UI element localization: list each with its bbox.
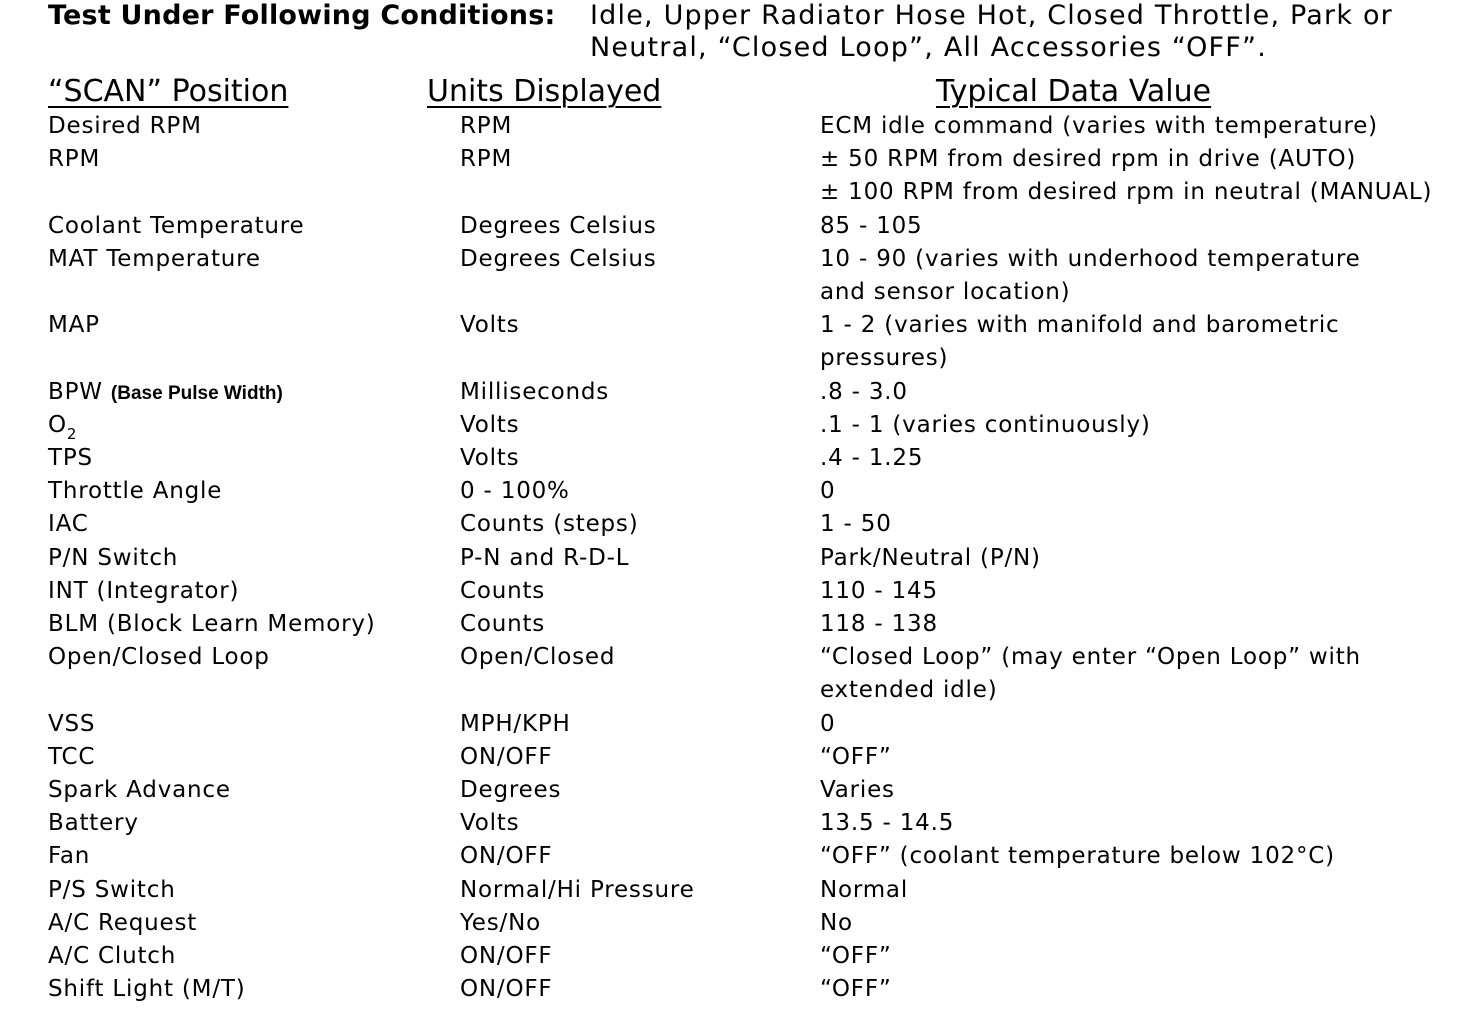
- units-cell: Volts: [460, 312, 520, 338]
- units-cell: Degrees Celsius: [460, 213, 657, 239]
- typical-value-cell: 1 - 50: [820, 511, 892, 537]
- scan-position-note: (Base Pulse Width): [110, 383, 283, 404]
- scan-position-subscript: 2: [66, 425, 78, 443]
- table-row: [0, 146, 1472, 179]
- scan-position-cell: [48, 412, 78, 443]
- scan-position-text: Coolant Temperature: [48, 213, 305, 239]
- scan-position-text: Shift Light (M/T): [48, 976, 246, 1002]
- typical-value-cell: 118 - 138: [820, 611, 938, 637]
- table-row: [0, 279, 1472, 312]
- table-row: [0, 179, 1472, 212]
- typical-value-cell: “Closed Loop” (may enter “Open Loop” with: [820, 644, 1361, 670]
- table-row: [0, 578, 1472, 611]
- typical-value-cell: 13.5 - 14.5: [820, 810, 955, 836]
- scan-position-cell: [48, 711, 95, 737]
- scan-position-text: Desired RPM: [48, 113, 202, 139]
- table-row: [0, 976, 1472, 1009]
- units-cell: ON/OFF: [460, 843, 553, 869]
- units-cell: Yes/No: [460, 910, 541, 936]
- scan-position-cell: [48, 976, 246, 1002]
- typical-value-cell: 10 - 90 (varies with underhood temperature: [820, 246, 1361, 272]
- table-row: [0, 677, 1472, 710]
- scan-position-text: Open/Closed Loop: [48, 644, 270, 670]
- typical-value-cell: Normal: [820, 877, 909, 903]
- units-cell: Volts: [460, 412, 520, 438]
- header-scan-position: “SCAN” Position: [48, 74, 289, 109]
- typical-value-cell: pressures): [820, 345, 949, 371]
- units-cell: Counts: [460, 611, 546, 637]
- units-cell: ON/OFF: [460, 744, 553, 770]
- units-cell: Milliseconds: [460, 379, 610, 405]
- header-units-displayed: Units Displayed: [427, 74, 662, 109]
- typical-value-cell: 0: [820, 478, 836, 504]
- scan-position-text: BLM (Block Learn Memory): [48, 611, 376, 637]
- table-row: [0, 312, 1472, 345]
- table-row: [0, 744, 1472, 777]
- units-cell: Counts (steps): [460, 511, 639, 537]
- scan-position-text: Battery: [48, 810, 139, 836]
- typical-value-cell: .4 - 1.25: [820, 445, 924, 471]
- table-row: [0, 213, 1472, 246]
- scan-position-cell: [48, 146, 100, 172]
- scan-position-text: TCC: [48, 744, 96, 770]
- units-cell: 0 - 100%: [460, 478, 570, 504]
- table-row: [0, 910, 1472, 943]
- scan-position-text: RPM: [48, 146, 101, 172]
- conditions-label: Test Under Following Conditions:: [48, 0, 556, 31]
- header-typical-data-value: Typical Data Value: [936, 74, 1212, 109]
- table-row: [0, 379, 1472, 412]
- scan-position-cell: [48, 312, 100, 338]
- units-cell: RPM: [460, 146, 513, 172]
- scan-position-cell: [48, 545, 178, 571]
- scan-position-cell: [48, 246, 261, 272]
- units-cell: Volts: [460, 445, 520, 471]
- scan-position-cell: [48, 213, 305, 239]
- conditions-line-2: Neutral, “Closed Loop”, All Accessories “OFF”.: [590, 32, 1267, 63]
- typical-value-cell: ± 100 RPM from desired rpm in neutral (MANUAL): [820, 179, 1433, 205]
- units-cell: RPM: [460, 113, 513, 139]
- scan-position-cell: [48, 611, 376, 637]
- units-cell: Counts: [460, 578, 546, 604]
- units-cell: P-N and R-D-L: [460, 545, 630, 571]
- table-row: [0, 644, 1472, 677]
- typical-value-cell: and sensor location): [820, 279, 1071, 305]
- scan-position-text: Fan: [48, 843, 91, 869]
- typical-value-cell: “OFF” (coolant temperature below 102°C): [820, 843, 1335, 869]
- typical-value-cell: No: [820, 910, 853, 936]
- scan-position-cell: [48, 744, 95, 770]
- table-row: [0, 113, 1472, 146]
- scan-position-cell: [48, 379, 283, 405]
- typical-value-cell: .8 - 3.0: [820, 379, 908, 405]
- table-row: [0, 246, 1472, 279]
- typical-value-cell: 85 - 105: [820, 213, 923, 239]
- table-row: [0, 445, 1472, 478]
- units-cell: ON/OFF: [460, 976, 553, 1002]
- typical-value-cell: ECM idle command (varies with temperature): [820, 113, 1378, 139]
- scan-position-text: INT (Integrator): [48, 578, 240, 604]
- scan-position-text: P/S Switch: [48, 877, 176, 903]
- typical-value-cell: Varies: [820, 777, 895, 803]
- scan-position-cell: [48, 910, 197, 936]
- typical-value-cell: “OFF”: [820, 943, 892, 969]
- scan-position-text: O: [48, 412, 67, 438]
- table-row: [0, 611, 1472, 644]
- scan-position-text: A/C Clutch: [48, 943, 177, 969]
- typical-value-cell: “OFF”: [820, 976, 892, 1002]
- units-cell: Degrees Celsius: [460, 246, 657, 272]
- typical-value-cell: “OFF”: [820, 744, 892, 770]
- scan-position-cell: [48, 843, 90, 869]
- units-cell: Normal/Hi Pressure: [460, 877, 695, 903]
- scan-position-cell: [48, 644, 270, 670]
- table-row: [0, 711, 1472, 744]
- typical-value-cell: ± 50 RPM from desired rpm in drive (AUTO): [820, 146, 1357, 172]
- scan-position-cell: [48, 810, 139, 836]
- scan-position-cell: [48, 113, 202, 139]
- scan-position-text: A/C Request: [48, 910, 198, 936]
- conditions-line-1: Idle, Upper Radiator Hose Hot, Closed Throttle, Park or: [590, 0, 1393, 31]
- scan-position-cell: [48, 777, 231, 803]
- table-row: [0, 511, 1472, 544]
- scan-position-text: BPW: [48, 379, 103, 405]
- scan-position-text: MAP: [48, 312, 100, 338]
- scan-position-cell: [48, 445, 93, 471]
- table-row: [0, 478, 1472, 511]
- typical-value-cell: 110 - 145: [820, 578, 938, 604]
- units-cell: Open/Closed: [460, 644, 616, 670]
- table-row: [0, 545, 1472, 578]
- table-row: [0, 877, 1472, 910]
- table-row: [0, 345, 1472, 378]
- scan-position-text: VSS: [48, 711, 96, 737]
- typical-value-cell: Park/Neutral (P/N): [820, 545, 1041, 571]
- scan-position-text: Spark Advance: [48, 777, 231, 803]
- scan-position-cell: [48, 578, 239, 604]
- table-row: [0, 843, 1472, 876]
- units-cell: MPH/KPH: [460, 711, 571, 737]
- scan-position-text: TPS: [48, 445, 93, 471]
- units-cell: ON/OFF: [460, 943, 553, 969]
- table-row: [0, 777, 1472, 810]
- scan-position-text: IAC: [48, 511, 89, 537]
- units-cell: Volts: [460, 810, 520, 836]
- scan-position-text: Throttle Angle: [48, 478, 223, 504]
- units-cell: Degrees: [460, 777, 562, 803]
- typical-value-cell: .1 - 1 (varies continuously): [820, 412, 1151, 438]
- scan-position-text: P/N Switch: [48, 545, 179, 571]
- scan-position-cell: [48, 511, 89, 537]
- scan-position-cell: [48, 943, 176, 969]
- typical-value-cell: extended idle): [820, 677, 998, 703]
- table-row: [0, 412, 1472, 445]
- scan-position-cell: [48, 478, 222, 504]
- typical-value-cell: 0: [820, 711, 836, 737]
- table-row: [0, 810, 1472, 843]
- typical-value-cell: 1 - 2 (varies with manifold and barometric: [820, 312, 1340, 338]
- scan-position-text: MAT Temperature: [48, 246, 261, 272]
- scan-position-cell: [48, 877, 176, 903]
- table-row: [0, 943, 1472, 976]
